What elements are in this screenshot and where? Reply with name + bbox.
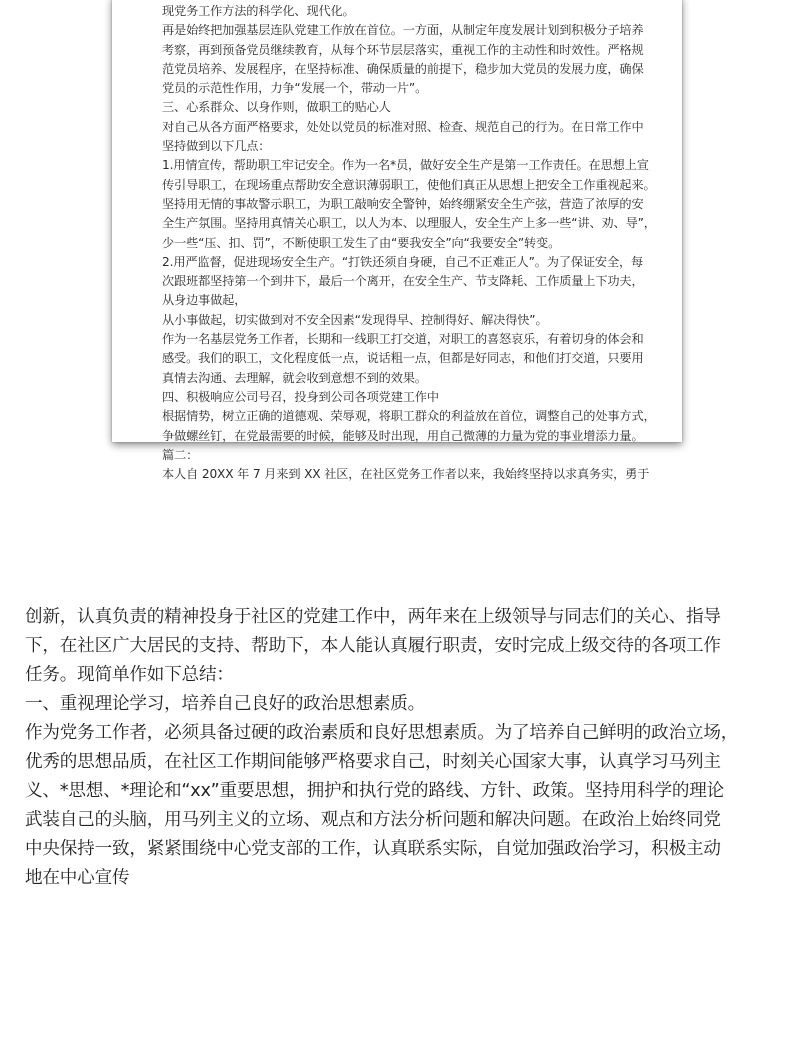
text-line: 真情去沟通、去理解，就会收到意想不到的效果。	[162, 370, 427, 385]
text-line: 三、心系群众、以身作则，做职工的贴心人	[162, 100, 391, 115]
text-line: 坚持用无情的事故警示职工，为职工敲响安全警钟，始终绷紧安全生产弦，营造了浓厚的安	[162, 196, 644, 211]
text-line: 四、积极响应公司号召，投身到公司各项党建工作中	[162, 389, 439, 404]
text-line: 地在中心宣传	[25, 868, 130, 888]
text-line: 次跟班都坚持第一个到井下，最后一个离开，在安全生产、节支降耗、工作质量上下功夫，	[162, 274, 644, 289]
text-line: 义、*思想、*理论和“xx”重要思想，拥护和执行党的路线、方针、政策。坚持用科学的理论	[25, 781, 725, 801]
text-line: 作为党务工作者，必须具备过硬的政治素质和良好思想素质。为了培养自己鲜明的政治立场，	[25, 723, 739, 743]
text-line: 全生产氛围。坚持用真情关心职工，以人为本、以理服人，安全生产上多一些“讲、劝、导”，	[162, 216, 656, 231]
text-line: 1.用情宣传，帮助职工牢记安全。作为一名*员，做好安全生产是第一工作责任。在思想上宣	[162, 158, 649, 173]
document-body-text	[25, 603, 738, 893]
preview-text-block	[162, 2, 656, 484]
text-line: 创新，认真负责的精神投身于社区的党建工作中，两年来在上级领导与同志们的关心、指导	[25, 607, 721, 627]
text-line: 党员的示范性作用，力争“发展一个，带动一片”。	[162, 81, 428, 96]
text-line: 争做螺丝钉，在党最需要的时候，能够及时出现，用自己微薄的力量为党的事业增添力量。	[162, 428, 644, 443]
text-line: 中央保持一致，紧紧围绕中心党支部的工作，认真联系实际，自觉加强政治学习，积极主动	[25, 839, 721, 859]
text-line: 优秀的思想品质，在社区工作期间能够严格要求自己，时刻关心国家大事，认真学习马列主	[25, 752, 721, 772]
text-line: 传引导职工，在现场重点帮助安全意识薄弱职工，使他们真正从思想上把安全工作重视起来。	[162, 177, 656, 192]
text-line: 作为一名基层党务工作者，长期和一线职工打交道，对职工的喜怒哀乐，有着切身的体会和	[162, 332, 644, 347]
text-line: 根据情势，树立正确的道德观、荣辱观，将职工群众的利益放在首位，调整自己的处事方式，	[162, 409, 656, 424]
text-line: 从小事做起，切实做到对不安全因素“发现得早、控制得好、解决得快”。	[162, 312, 548, 327]
text-line: 武装自己的头脑，用马列主义的立场、观点和方法分析问题和解决问题。在政治上始终同党	[25, 810, 721, 830]
text-line: 考察，再到预备党员继续教育，从每个环节层层落实，重视工作的主动性和时效性。严格规	[162, 42, 644, 57]
document-preview-page	[112, 0, 682, 482]
text-line: 篇二：	[162, 447, 199, 462]
text-line: 少一些“压、扣、罚”，不断使职工发生了由“要我安全”向“我要安全”转变。	[162, 235, 561, 250]
text-line: 感受。我们的职工，文化程度低一点，说话粗一点，但都是好同志，和他们打交道，只要用	[162, 351, 644, 366]
text-line: 对自己从各方面严格要求，处处以党员的标准对照、检查、规范自己的行为。在日常工作中	[162, 119, 644, 134]
text-line: 2.用严监督，促进现场安全生产。“打铁还须自身硬，自己不正难正人”。为了保证安全，每	[162, 254, 644, 269]
text-line: 下，在社区广大居民的支持、帮助下，本人能认真履行职责，安时完成上级交待的各项工作	[25, 636, 721, 656]
text-line: 坚持做到以下几点：	[162, 139, 271, 154]
text-line: 从身边事做起，	[162, 293, 247, 308]
text-line: 一、重视理论学习，培养自己良好的政治思想素质。	[25, 694, 426, 714]
text-line: 现党务工作方法的科学化、现代化。	[162, 4, 355, 18]
text-line: 任务。现简单作如下总结：	[25, 665, 234, 685]
text-line: 本人自 20XX 年 7 月来到 XX 社区，在社区党务工作者以来，我始终坚持以求真务实，勇于	[162, 467, 650, 482]
text-line: 再是始终把加强基层连队党建工作放在首位。一方面，从制定年度发展计划到积极分子培养	[162, 23, 644, 38]
text-line: 范党员培养、发展程序，在坚持标准、确保质量的前提下，稳步加大党员的发展力度，确保	[162, 61, 644, 76]
